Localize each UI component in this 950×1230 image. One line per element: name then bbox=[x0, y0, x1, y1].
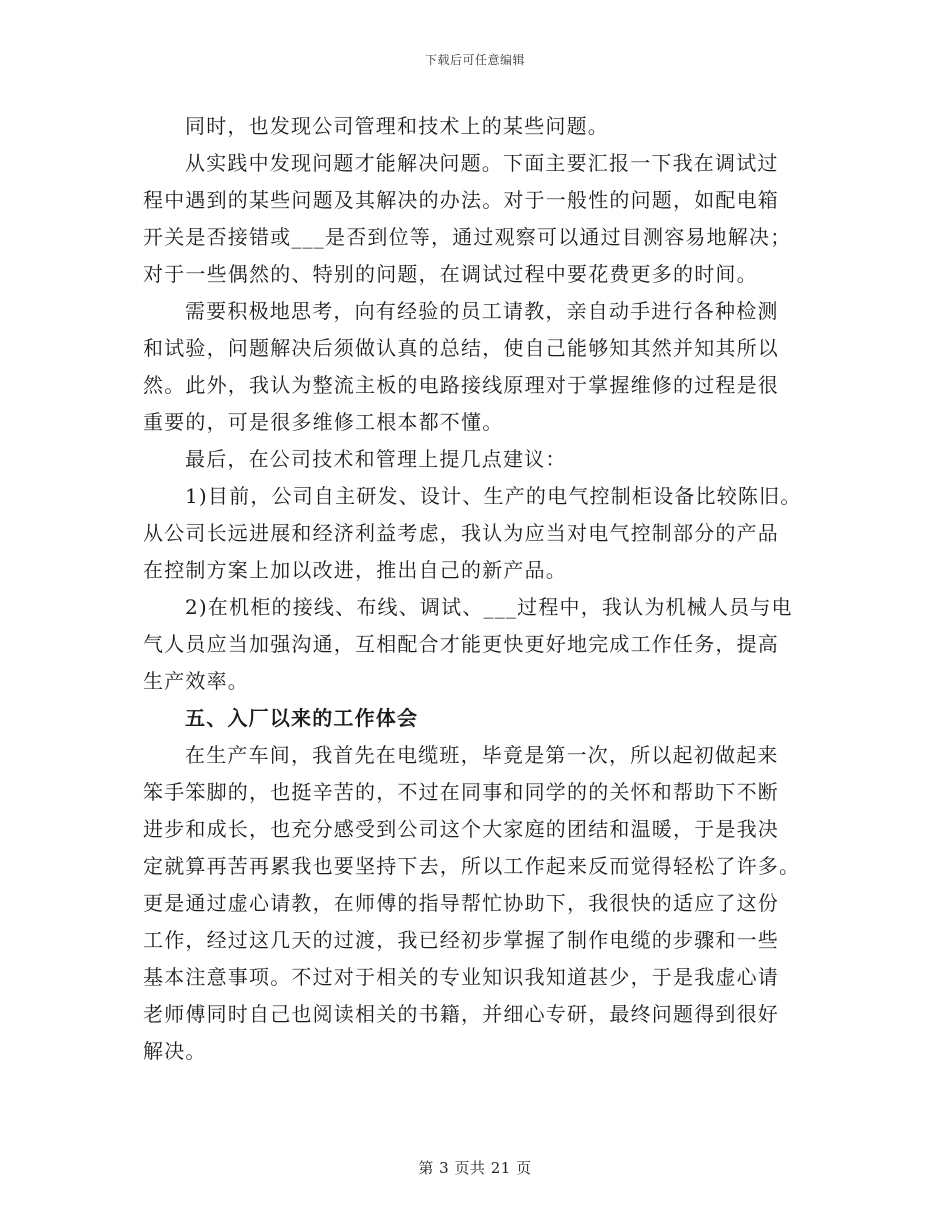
text-line: 定就算再苦再累我也要坚持下去，所以工作起来反而觉得轻松了许多。 bbox=[143, 854, 801, 878]
text-line: 2)在机柜的接线、布线、调试、___过程中，我认为机械人员与电 bbox=[185, 595, 793, 619]
text-line: 然。此外，我认为整流主板的电路接线原理对于掌握维修的过程是很 bbox=[143, 373, 779, 397]
text-line: 更是通过虚心请教，在师傅的指导帮忙协助下，我很快的适应了这份 bbox=[143, 891, 779, 915]
document-body bbox=[143, 108, 815, 1070]
text-line: 和试验，问题解决后须做认真的总结，使自己能够知其然并知其所以 bbox=[143, 336, 779, 360]
section-heading: 五、入厂以来的工作体会 bbox=[185, 706, 419, 730]
page-header: 下载后可任意编辑 bbox=[424, 53, 525, 67]
text-line: 进步和成长，也充分感受到公司这个大家庭的团结和温暖，于是我决 bbox=[143, 817, 779, 841]
text-line: 从实践中发现问题才能解决问题。下面主要汇报一下我在调试过 bbox=[185, 151, 779, 175]
text-line: 最后，在公司技术和管理上提几点建议： bbox=[185, 447, 567, 471]
text-line: 对于一些偶然的、特别的问题，在调试过程中要花费更多的时间。 bbox=[143, 262, 758, 286]
text-line: 工作，经过这几天的过渡，我已经初步掌握了制作电缆的步骤和一些 bbox=[143, 928, 779, 952]
text-line: 需要积极地思考，向有经验的员工请教，亲自动手进行各种检测 bbox=[185, 299, 779, 323]
text-line: 基本注意事项。不过对于相关的专业知识我知道甚少，于是我虚心请 bbox=[143, 965, 779, 989]
text-line: 笨手笨脚的，也挺辛苦的，不过在同事和同学的的关怀和帮助下不断 bbox=[143, 780, 779, 804]
text-line: 同时，也发现公司管理和技术上的某些问题。 bbox=[185, 114, 609, 138]
text-line: 重要的，可是很多维修工根本都不懂。 bbox=[143, 410, 504, 434]
text-line: 气人员应当加强沟通，互相配合才能更快更好地完成工作任务，提高 bbox=[143, 632, 779, 656]
text-line: 1)目前，公司自主研发、设计、生产的电气控制柜设备比较陈旧。 bbox=[185, 484, 802, 508]
text-line: 在控制方案上加以改进，推出自己的新产品。 bbox=[143, 558, 567, 582]
text-line: 生产效率。 bbox=[143, 669, 249, 693]
text-line: 解决。 bbox=[143, 1039, 207, 1063]
text-line: 程中遇到的某些问题及其解决的办法。对于一般性的问题，如配电箱 bbox=[143, 188, 779, 212]
page-footer: 第 3 页共 21 页 bbox=[418, 1159, 532, 1177]
text-line: 在生产车间，我首先在电缆班，毕竟是第一次，所以起初做起来 bbox=[185, 743, 779, 767]
text-line: 开关是否接错或___是否到位等，通过观察可以通过目测容易地解决； bbox=[143, 225, 792, 249]
text-line: 从公司长远进展和经济利益考虑，我认为应当对电气控制部分的产品 bbox=[143, 521, 779, 545]
text-line: 老师傅同时自己也阅读相关的书籍，并细心专研，最终问题得到很好 bbox=[143, 1002, 779, 1026]
